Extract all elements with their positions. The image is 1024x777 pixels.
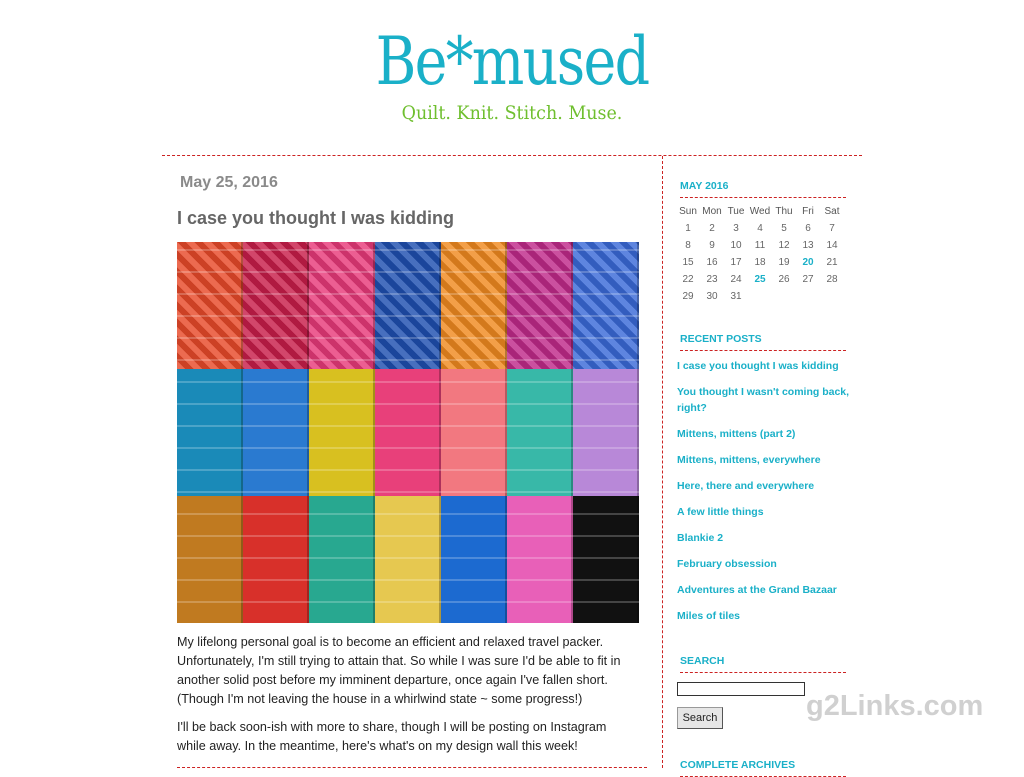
search-input[interactable] — [677, 682, 805, 696]
calendar-day: 9 — [709, 240, 715, 251]
recent-post-link[interactable]: Here, there and everywhere — [677, 480, 815, 492]
calendar-day: 19 — [778, 257, 790, 268]
search-heading: SEARCH — [680, 655, 846, 673]
recent-post-link[interactable]: Blankie 2 — [677, 532, 724, 544]
calendar-day: 16 — [706, 257, 718, 268]
calendar-heading: MAY 2016 — [680, 180, 846, 198]
calendar-day: 15 — [682, 257, 694, 268]
weekday-label: Wed — [749, 206, 771, 217]
calendar-day: 12 — [778, 240, 790, 251]
quilt-pattern-overlay — [177, 242, 639, 623]
calendar-day-link[interactable]: 20 — [802, 257, 814, 268]
calendar-day: 31 — [730, 291, 742, 302]
recent-post-link[interactable]: Miles of tiles — [677, 610, 741, 622]
calendar-day: 30 — [706, 291, 718, 302]
weekday-label: Fri — [802, 206, 814, 217]
watermark-text: g2Links.com — [806, 690, 984, 722]
weekday-label: Mon — [702, 206, 722, 217]
column-divider — [662, 156, 663, 768]
post-title[interactable]: I case you thought I was kidding — [177, 208, 455, 228]
post-paragraph-1: My lifelong personal goal is to become an efficient and relaxed travel packer. Unfortunately, I'm still trying to attain that. So while I was sure I'd be able to fit in another solid post before my imminent departure, once again I've fallen short. (Though I'm not leaving the house in a whirlwind state ~ some progress!) — [177, 635, 621, 706]
calendar-day: 26 — [778, 274, 790, 285]
blog-header — [0, 0, 1024, 140]
calendar-day: 29 — [682, 291, 694, 302]
recent-post-link[interactable]: You thought I wasn't coming back, right? — [677, 386, 850, 414]
calendar-week — [676, 271, 844, 288]
recent-post-link[interactable]: Adventures at the Grand Bazaar — [677, 584, 837, 596]
weekday-label: Sun — [679, 206, 697, 217]
calendar-week — [676, 237, 844, 254]
calendar-day: 27 — [802, 274, 814, 285]
post-date: May 25, 2016 — [180, 174, 278, 191]
calendar-day: 6 — [805, 223, 811, 234]
weekday-label: Sat — [824, 206, 840, 217]
post-image-quilt[interactable] — [177, 242, 639, 623]
blog-title[interactable]: Be*mused — [375, 23, 649, 100]
blog-tagline: Quilt. Knit. Stitch. Muse. — [401, 102, 623, 124]
calendar-day — [772, 288, 796, 305]
recent-post-link[interactable]: A few little things — [677, 506, 764, 518]
archives-heading[interactable]: COMPLETE ARCHIVES — [680, 759, 846, 777]
calendar-weekdays — [676, 203, 844, 220]
calendar — [676, 203, 844, 305]
weekday-label: Thu — [775, 206, 793, 217]
calendar-day — [748, 288, 772, 305]
header-divider — [162, 155, 862, 156]
calendar-day: 17 — [730, 257, 742, 268]
calendar-day: 3 — [733, 223, 739, 234]
calendar-day: 4 — [757, 223, 763, 234]
calendar-day: 11 — [754, 240, 766, 251]
calendar-day: 14 — [826, 240, 838, 251]
calendar-day: 5 — [781, 223, 787, 234]
post-body — [177, 633, 637, 765]
recent-posts-heading: RECENT POSTS — [680, 333, 846, 351]
post-paragraph-2: I'll be back soon-ish with more to share, though I will be posting on Instagram while away. In the meantime, here's what's on my design wall this week! — [177, 720, 607, 753]
calendar-day: 2 — [709, 223, 715, 234]
calendar-week — [676, 288, 844, 305]
calendar-day: 18 — [754, 257, 766, 268]
calendar-day: 23 — [706, 274, 718, 285]
calendar-week — [676, 220, 844, 237]
recent-post-link[interactable]: Mittens, mittens, everywhere — [677, 454, 821, 466]
calendar-day-link[interactable]: 25 — [754, 274, 766, 285]
recent-post-link[interactable]: I case you thought I was kidding — [677, 360, 839, 372]
calendar-day: 8 — [685, 240, 691, 251]
calendar-day: 21 — [826, 257, 838, 268]
calendar-day: 7 — [829, 223, 835, 234]
recent-post-link[interactable]: Mittens, mittens (part 2) — [677, 428, 796, 440]
calendar-week — [676, 254, 844, 271]
calendar-day: 22 — [682, 274, 694, 285]
recent-posts-list — [677, 358, 853, 634]
calendar-day — [820, 288, 844, 305]
weekday-label: Tue — [727, 206, 745, 217]
calendar-day: 1 — [685, 223, 691, 234]
calendar-day: 10 — [730, 240, 742, 251]
recent-post-link[interactable]: February obsession — [677, 558, 777, 570]
calendar-day: 28 — [826, 274, 838, 285]
calendar-day: 13 — [802, 240, 814, 251]
calendar-day: 24 — [730, 274, 742, 285]
calendar-day — [796, 288, 820, 305]
search-button[interactable]: Search — [677, 707, 723, 729]
